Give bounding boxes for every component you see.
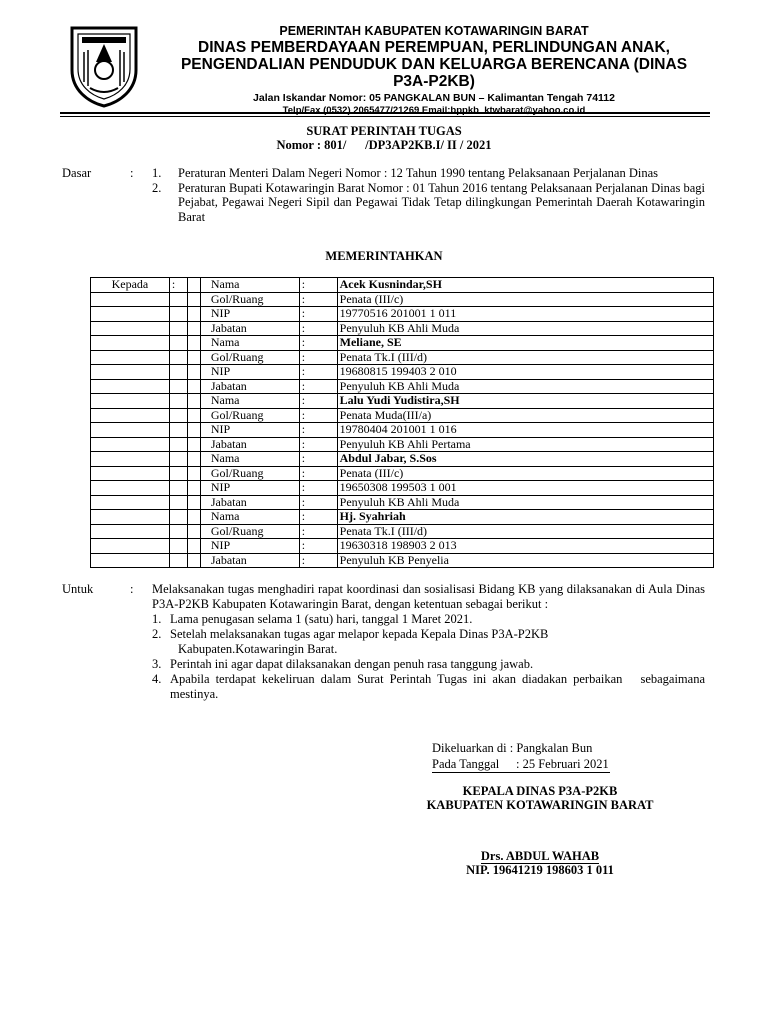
- kepada-field-cell: [200, 423, 299, 438]
- untuk-item-text-line: Lama penugasan selama 1 (satu) hari, tanggal 1 Maret 2021.: [170, 612, 473, 626]
- kepada-field-colon-cell: :: [299, 553, 337, 568]
- kepada-label-cell: [91, 336, 170, 351]
- signatory-position-region: KABUPATEN KOTAWARINGIN BARAT: [426, 798, 654, 812]
- kepada-label-cell: [91, 495, 170, 510]
- untuk-item-number: 2.: [152, 627, 162, 641]
- kepada-field-colon-cell: :: [299, 524, 337, 539]
- kepada-field-colon-cell: :: [299, 437, 337, 452]
- kepada-row: [91, 321, 714, 336]
- kepada-field-cell: [200, 466, 299, 481]
- letterhead-agency-line1: DINAS PEMBERDAYAAN PEREMPUAN, PERLINDUNGAN ANAK,: [198, 39, 670, 56]
- kepada-field-colon-cell: :: [299, 394, 337, 409]
- kepada-colon-cell: [169, 350, 187, 365]
- kepada-label-cell: [91, 539, 170, 554]
- kepada-field-label: Jabatan: [210, 378, 247, 393]
- kepada-colon-cell: [169, 524, 187, 539]
- kepada-field-colon-cell: :: [299, 466, 337, 481]
- kepada-row: [91, 350, 714, 365]
- kepada-field-cell: [200, 292, 299, 307]
- kepada-field-label: Gol/Ruang: [210, 407, 264, 422]
- kepada-field-label: Jabatan: [210, 494, 247, 509]
- kepada-value-cell: Meliane, SE: [337, 336, 713, 351]
- kepada-value-cell: 19650308 199503 1 001: [337, 481, 713, 496]
- untuk-item-number: 3.: [152, 657, 162, 671]
- kepada-spacer-cell: [187, 336, 200, 351]
- kepada-value-cell: Penata (III/c): [337, 466, 713, 481]
- kepada-colon-cell: :: [169, 278, 187, 293]
- kepada-field-cell: [200, 365, 299, 380]
- kepada-field-label: Nama: [210, 277, 240, 292]
- kepada-colon-cell: [169, 365, 187, 380]
- untuk-body: [152, 582, 709, 702]
- kepada-spacer-cell: [187, 495, 200, 510]
- kepada-field-label: Gol/Ruang: [210, 291, 264, 306]
- kepada-field-label: Jabatan: [210, 552, 247, 567]
- untuk-item: [152, 657, 705, 672]
- kepada-spacer-cell: [187, 307, 200, 322]
- kepada-row: [91, 408, 714, 423]
- kepada-spacer-cell: [187, 278, 200, 293]
- kepada-field-colon-cell: :: [299, 408, 337, 423]
- letterhead-divider-thin: [60, 116, 710, 117]
- kepada-colon-cell: [169, 307, 187, 322]
- kepada-label-cell: [91, 553, 170, 568]
- document-number: Nomor : 801/ /DP3AP2KB.I/ II / 2021: [276, 138, 492, 152]
- kepada-label-cell: [91, 321, 170, 336]
- kepada-field-cell: [200, 350, 299, 365]
- kepada-field-colon-cell: :: [299, 510, 337, 525]
- kepada-colon-cell: [169, 437, 187, 452]
- kepada-field-colon-cell: :: [299, 539, 337, 554]
- kepada-value-cell: Penyuluh KB Ahli Pertama: [337, 437, 713, 452]
- issued-date-value: : 25 Februari 2021: [516, 757, 609, 771]
- kepada-row: [91, 394, 714, 409]
- kepada-row: [91, 437, 714, 452]
- kepada-field-colon-cell: :: [299, 307, 337, 322]
- kepada-colon-cell: [169, 452, 187, 467]
- kepada-field-cell: [200, 481, 299, 496]
- untuk-item: [152, 627, 705, 657]
- letterhead-agency-line2: PENGENDALIAN PENDUDUK DAN KELUARGA BERENCANA (DINAS: [180, 56, 688, 73]
- kepada-field-label: Jabatan: [210, 436, 247, 451]
- kepada-row: [91, 307, 714, 322]
- kepada-field-cell: [200, 495, 299, 510]
- kepada-row: [91, 553, 714, 568]
- kepada-colon-cell: [169, 466, 187, 481]
- kepada-value-cell: Penyuluh KB Ahli Muda: [337, 495, 713, 510]
- kepada-value-cell: Acek Kusnindar,SH: [337, 278, 713, 293]
- kepada-field-label: Nama: [210, 509, 240, 524]
- kepada-row: [91, 336, 714, 351]
- kepada-field-cell: [200, 278, 299, 293]
- kepada-spacer-cell: [187, 321, 200, 336]
- untuk-intro: Melaksanakan tugas menghadiri rapat koordinasi dan sosialisasi Bidang KB yang dilaksanakan di Aula Dinas P3A-P2KB Kabupaten Kotawaringin Barat, dengan ketentuan sebagai berikut :: [152, 582, 705, 611]
- kepada-row: [91, 365, 714, 380]
- kepada-label-cell: [91, 481, 170, 496]
- letterhead: [150, 24, 718, 117]
- memerintahkan-heading: MEMERINTAHKAN: [325, 249, 443, 263]
- untuk-label: Untuk: [62, 582, 94, 596]
- kepada-row: [91, 452, 714, 467]
- kepada-label-cell: Kepada: [91, 278, 170, 293]
- letterhead-contact: Telp/Fax (0532) 2065477/21269 Email:bppkb_ktwbarat@yahoo.co.id: [282, 105, 586, 116]
- kepada-row: [91, 278, 714, 293]
- kepada-table: [90, 277, 714, 568]
- kepada-field-cell: [200, 452, 299, 467]
- kepada-label-cell: [91, 394, 170, 409]
- kepada-colon-cell: [169, 539, 187, 554]
- kepada-field-colon-cell: :: [299, 452, 337, 467]
- kepada-field-colon-cell: :: [299, 292, 337, 307]
- kepada-spacer-cell: [187, 350, 200, 365]
- kepada-field-label: NIP: [210, 422, 231, 437]
- kepada-label-cell: [91, 408, 170, 423]
- kepada-value-cell: Penyuluh KB Ahli Muda: [337, 321, 713, 336]
- kepada-colon-cell: [169, 292, 187, 307]
- kepada-field-label: Nama: [210, 393, 240, 408]
- kepada-field-label: NIP: [210, 538, 231, 553]
- dasar-item: [152, 181, 705, 225]
- kepada-label-cell: [91, 292, 170, 307]
- kepada-field-colon-cell: :: [299, 423, 337, 438]
- signatory-name-text: Drs. ABDUL WAHAB: [480, 849, 600, 863]
- untuk-item-text-continuation: Kabupaten.Kotawaringin Barat.: [178, 642, 338, 656]
- kepada-spacer-cell: [187, 379, 200, 394]
- kepada-value-cell: Penata Tk.I (III/d): [337, 524, 713, 539]
- kepada-colon-cell: [169, 423, 187, 438]
- kepada-value-cell: 19780404 201001 1 016: [337, 423, 713, 438]
- untuk-item-text: [170, 627, 705, 657]
- kepada-row: [91, 292, 714, 307]
- letterhead-address: Jalan Iskandar Nomor: 05 PANGKALAN BUN – Kalimantan Tengah 74112: [253, 92, 615, 104]
- kepada-field-colon-cell: :: [299, 365, 337, 380]
- kepada-spacer-cell: [187, 394, 200, 409]
- kepada-field-colon-cell: :: [299, 278, 337, 293]
- untuk-item: [152, 672, 709, 702]
- untuk-item-text-line: Perintah ini agar dapat dilaksanakan dengan penuh rasa tanggung jawab.: [170, 657, 534, 671]
- kepada-field-label: NIP: [210, 480, 231, 495]
- dasar-item-number: 2.: [152, 180, 162, 195]
- letterhead-agency-line3: P3A-P2KB): [393, 73, 475, 90]
- kepada-row: [91, 495, 714, 510]
- kepada-colon-cell: [169, 510, 187, 525]
- kepada-spacer-cell: [187, 423, 200, 438]
- kepada-spacer-cell: [187, 481, 200, 496]
- dasar-list: [152, 166, 705, 224]
- kepada-field-label: Nama: [210, 335, 240, 350]
- kepada-row: [91, 379, 714, 394]
- kepada-field-colon-cell: :: [299, 495, 337, 510]
- untuk-item-text-line: Apabila terdapat kekeliruan dalam Surat Perintah Tugas ini akan diadakan perbaikan sebagaimana mestinya.: [170, 672, 709, 701]
- kepada-field-cell: [200, 524, 299, 539]
- kepada-row: [91, 539, 714, 554]
- kepada-field-cell: [200, 408, 299, 423]
- kepada-label-cell: [91, 510, 170, 525]
- kepada-value-cell: Penata Tk.I (III/d): [337, 350, 713, 365]
- signatory-nip: NIP. 19641219 198603 1 011: [466, 863, 614, 877]
- kepada-field-colon-cell: :: [299, 379, 337, 394]
- kepada-field-label: NIP: [210, 364, 231, 379]
- untuk-item: [152, 612, 705, 627]
- kepada-spacer-cell: [187, 437, 200, 452]
- kepada-label-cell: [91, 350, 170, 365]
- kepada-field-cell: [200, 307, 299, 322]
- kepada-field-colon-cell: :: [299, 321, 337, 336]
- kepada-label-cell: [91, 466, 170, 481]
- regency-crest-icon: [66, 22, 142, 108]
- kepada-row: [91, 466, 714, 481]
- untuk-item-text: [170, 672, 709, 702]
- kepada-spacer-cell: [187, 524, 200, 539]
- kepada-label-cell: [91, 437, 170, 452]
- kepada-value-cell: Lalu Yudi Yudistira,SH: [337, 394, 713, 409]
- kepada-value-cell: Penata Muda(III/a): [337, 408, 713, 423]
- letterhead-government: PEMERINTAH KABUPATEN KOTAWARINGIN BARAT: [279, 24, 589, 38]
- kepada-value-cell: Hj. Syahriah: [337, 510, 713, 525]
- kepada-label-cell: [91, 452, 170, 467]
- kepada-field-label: Nama: [210, 451, 240, 466]
- untuk-item-text: [170, 657, 705, 672]
- kepada-field-label: Gol/Ruang: [210, 523, 264, 538]
- dasar-item-number: 1.: [152, 166, 162, 180]
- kepada-spacer-cell: [187, 553, 200, 568]
- kepada-value-cell: 19680815 199403 2 010: [337, 365, 713, 380]
- kepada-label-cell: [91, 307, 170, 322]
- kepada-field-label: Jabatan: [210, 320, 247, 335]
- kepada-field-cell: [200, 321, 299, 336]
- kepada-row: [91, 510, 714, 525]
- untuk-item-text-line: Setelah melaksanakan tugas agar melapor kepada Kepala Dinas P3A-P2KB: [170, 627, 549, 641]
- issued-at: Dikeluarkan di : Pangkalan Bun: [432, 741, 593, 755]
- untuk-colon: :: [130, 582, 134, 596]
- signatory-position: KEPALA DINAS P3A-P2KB: [462, 784, 618, 798]
- kepada-colon-cell: [169, 379, 187, 394]
- kepada-colon-cell: [169, 336, 187, 351]
- signatory-name: [380, 849, 700, 864]
- kepada-label-cell: [91, 379, 170, 394]
- kepada-colon-cell: [169, 394, 187, 409]
- kepada-spacer-cell: [187, 365, 200, 380]
- kepada-field-colon-cell: :: [299, 350, 337, 365]
- kepada-field-label: NIP: [210, 306, 231, 321]
- untuk-item-number: 4.: [152, 672, 162, 686]
- kepada-colon-cell: [169, 553, 187, 568]
- dasar-colon: :: [130, 166, 134, 180]
- kepada-field-colon-cell: :: [299, 336, 337, 351]
- kepada-colon-cell: [169, 321, 187, 336]
- kepada-label-cell: [91, 365, 170, 380]
- kepada-spacer-cell: [187, 408, 200, 423]
- kepada-colon-cell: [169, 495, 187, 510]
- dasar-item: [152, 166, 705, 181]
- kepada-value-cell: Abdul Jabar, S.Sos: [337, 452, 713, 467]
- kepada-field-label: Gol/Ruang: [210, 465, 264, 480]
- issued-date: [432, 757, 610, 773]
- untuk-item-text: [170, 612, 705, 627]
- untuk-item-number: 1.: [152, 612, 162, 626]
- kepada-row: [91, 524, 714, 539]
- kepada-row: [91, 481, 714, 496]
- kepada-colon-cell: [169, 481, 187, 496]
- kepada-row: [91, 423, 714, 438]
- kepada-value-cell: Penyuluh KB Ahli Muda: [337, 379, 713, 394]
- kepada-field-cell: [200, 553, 299, 568]
- kepada-label-cell: [91, 524, 170, 539]
- document-title: SURAT PERINTAH TUGAS: [306, 124, 462, 138]
- kepada-spacer-cell: [187, 539, 200, 554]
- dasar-item-text: Peraturan Menteri Dalam Negeri Nomor : 12 Tahun 1990 tentang Pelaksanaan Perjalanan Dinas: [178, 166, 658, 180]
- kepada-field-cell: [200, 437, 299, 452]
- kepada-field-cell: [200, 379, 299, 394]
- kepada-spacer-cell: [187, 292, 200, 307]
- dasar-label: Dasar: [62, 166, 92, 180]
- kepada-spacer-cell: [187, 466, 200, 481]
- kepada-field-label: Gol/Ruang: [210, 349, 264, 364]
- kepada-field-cell: [200, 336, 299, 351]
- kepada-field-colon-cell: :: [299, 481, 337, 496]
- kepada-value-cell: Penata (III/c): [337, 292, 713, 307]
- kepada-spacer-cell: [187, 452, 200, 467]
- kepada-field-cell: [200, 394, 299, 409]
- kepada-value-cell: 19770516 201001 1 011: [337, 307, 713, 322]
- letterhead-divider-thick: [60, 112, 710, 114]
- kepada-colon-cell: [169, 408, 187, 423]
- issued-date-label: Pada Tanggal: [432, 757, 500, 771]
- kepada-value-cell: Penyuluh KB Penyelia: [337, 553, 713, 568]
- kepada-spacer-cell: [187, 510, 200, 525]
- kepada-value-cell: 19630318 198903 2 013: [337, 539, 713, 554]
- kepada-label-cell: [91, 423, 170, 438]
- kepada-field-cell: [200, 539, 299, 554]
- dasar-item-text: Peraturan Bupati Kotawaringin Barat Nomor : 01 Tahun 2016 tentang Pelaksanaan Perjalanan Dinas bagi Pejabat, Pegawai Negeri Sipil dan Pegawai Tidak Tetap dilingkungan Pemerintah Daerah Kotawaringin Barat: [178, 180, 705, 224]
- kepada-field-cell: [200, 510, 299, 525]
